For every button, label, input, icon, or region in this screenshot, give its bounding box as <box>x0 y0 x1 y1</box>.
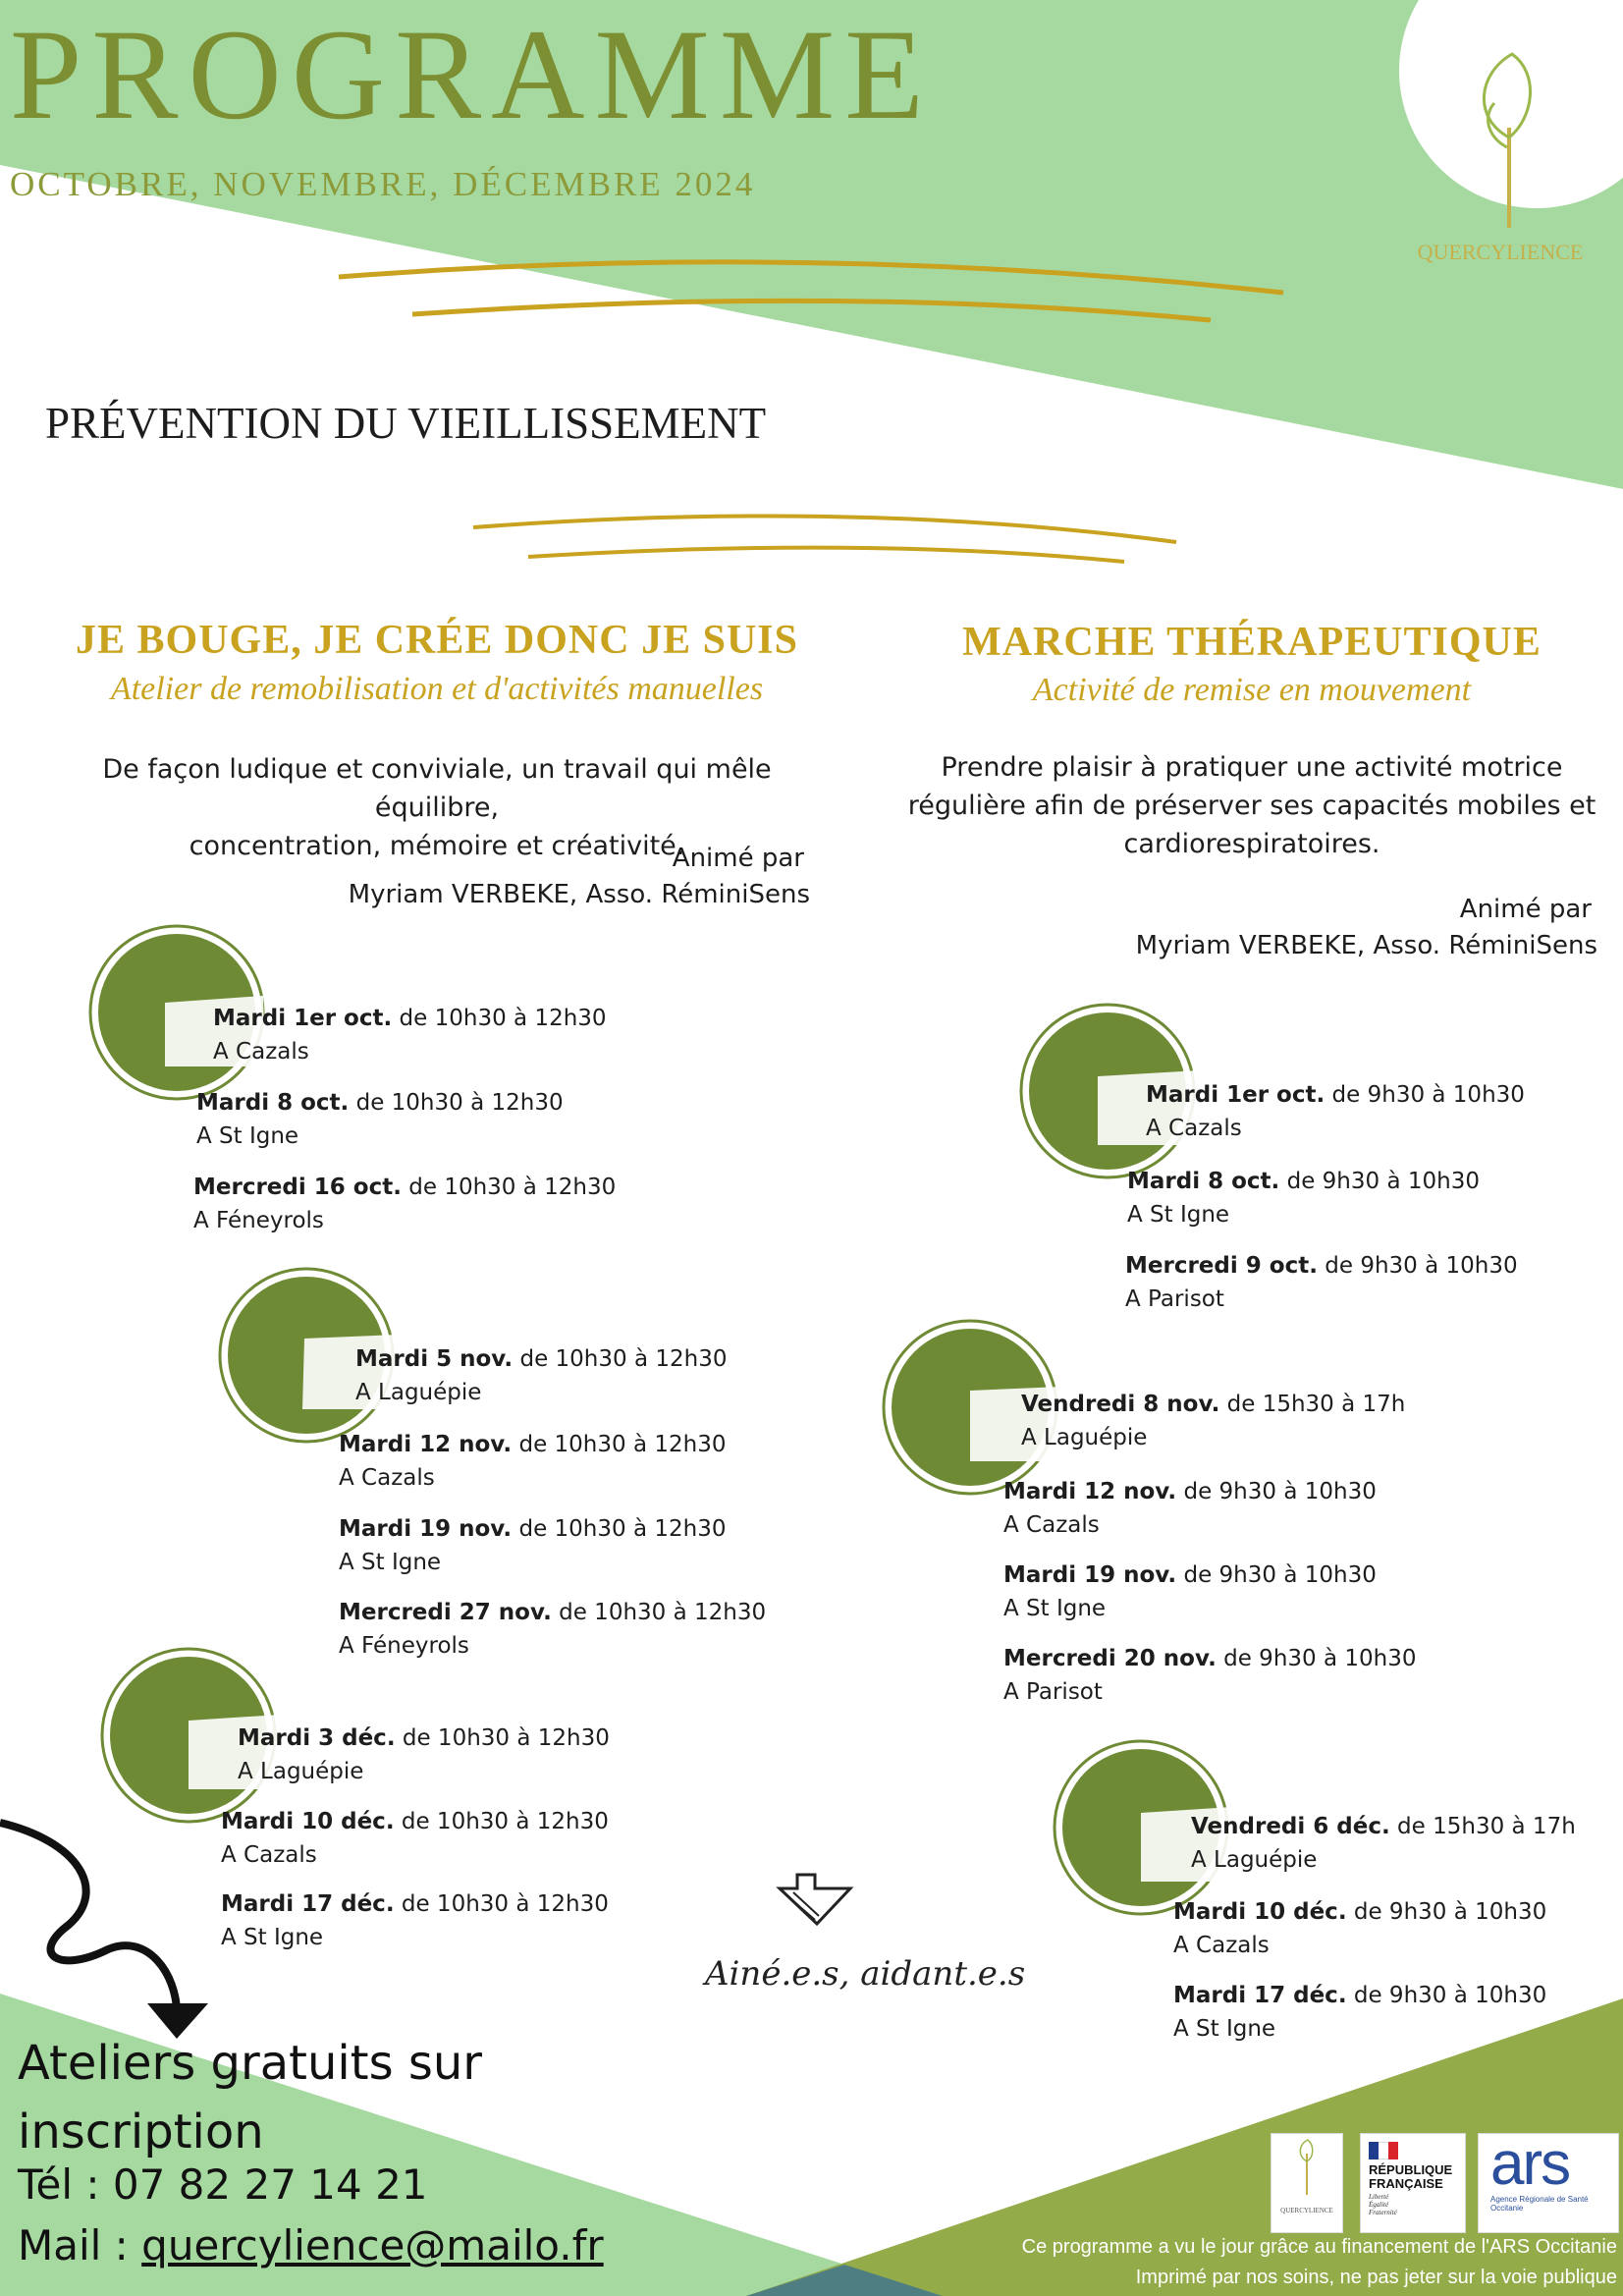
ars-subtitle: Agence Régionale de Santé Occitanie <box>1490 2195 1589 2213</box>
session-item: Mardi 1er oct. de 9h30 à 10h30 A Cazals <box>1146 1082 1525 1141</box>
left-description-line: concentration, mémoire et créativité. <box>189 831 685 861</box>
session-item: Mercredi 20 nov. de 9h30 à 10h30 A Parisot <box>1003 1646 1417 1705</box>
quercylience-logo-text: QUERCYLIENCE <box>1280 2207 1333 2214</box>
ars-logo <box>1478 2130 1619 2233</box>
page-subtitle: OCTOBRE, NOVEMBRE, DÉCEMBRE 2024 <box>10 165 756 203</box>
mail-link[interactable]: quercylience@mailo.fr <box>141 2221 604 2269</box>
gold-stroke-4 <box>528 548 1124 562</box>
session-item: Mardi 12 nov. de 9h30 à 10h30 A Cazals <box>1003 1479 1377 1538</box>
quercylience-logo <box>1271 2133 1343 2233</box>
session-item: Mardi 1er oct. de 10h30 à 12h30 A Cazals <box>213 1006 607 1065</box>
down-arrow-icon <box>776 1871 854 1930</box>
phone-number[interactable]: 07 82 27 14 21 <box>112 2160 428 2209</box>
session-item: Vendredi 8 nov. de 15h30 à 17h A Laguépie <box>1021 1392 1406 1450</box>
plant-logo-icon <box>1271 2134 1342 2203</box>
registration-line: inscription <box>18 2105 264 2159</box>
mail-label: Mail : <box>18 2221 142 2269</box>
ars-wordmark: ars <box>1490 2130 1570 2198</box>
credit-line-2: Imprimé par nos soins, ne pas jeter sur la voie publique <box>1135 2267 1617 2288</box>
session-item: Mardi 17 déc. de 9h30 à 10h30 A St Igne <box>1173 1983 1547 2042</box>
brand-name: QUERCYLIENCE <box>1417 240 1584 264</box>
left-description-line: De façon ludique et conviviale, un travail qui mêle équilibre, <box>102 754 772 823</box>
phone-label: Tél : <box>18 2160 113 2209</box>
rf-line: RÉPUBLIQUE <box>1369 2162 1453 2177</box>
session-item: Mardi 19 nov. de 9h30 à 10h30 A St Igne <box>1003 1562 1377 1621</box>
credit-line-1: Ce programme a vu le jour grâce au financement de l'ARS Occitanie <box>1021 2236 1617 2258</box>
left-activity-title: JE BOUGE, JE CRÉE DONC JE SUIS <box>76 618 798 663</box>
right-activity-subtitle: Activité de remise en mouvement <box>1032 672 1472 708</box>
session-item: Mercredi 9 oct. de 9h30 à 10h30 A Parisot <box>1125 1253 1518 1312</box>
session-item: Mercredi 16 oct. de 10h30 à 12h30 A Féneyrols <box>193 1175 617 1233</box>
right-description <box>859 748 1623 863</box>
audience-label: Ainé.e.s, aidant.e.s <box>705 1954 1026 1994</box>
session-item: Mardi 19 nov. de 10h30 à 12h30 A St Igne <box>339 1516 727 1575</box>
session-item: Mardi 10 déc. de 9h30 à 10h30 A Cazals <box>1173 1899 1547 1958</box>
right-description-line: régulière afin de préserver ses capacités mobiles et <box>907 791 1596 821</box>
session-item: Mardi 8 oct. de 10h30 à 12h30 A St Igne <box>196 1090 564 1149</box>
right-description-line: cardiorespiratoires. <box>1123 829 1380 859</box>
right-description-line: Prendre plaisir à pratiquer une activité motrice <box>941 752 1563 783</box>
session-item: Mardi 8 oct. de 9h30 à 10h30 A St Igne <box>1127 1169 1480 1228</box>
session-item: Mardi 3 déc. de 10h30 à 12h30 A Laguépie <box>238 1725 610 1784</box>
section-title: PRÉVENTION DU VIEILLISSEMENT <box>45 399 767 448</box>
registration-line: Ateliers gratuits sur <box>18 2036 482 2091</box>
session-item: Mardi 17 déc. de 10h30 à 12h30 A St Igne <box>221 1891 609 1950</box>
right-animator <box>1080 892 1597 964</box>
page-title: PROGRAMME <box>10 2 934 146</box>
animator-name: Myriam VERBEKE, Asso. RéminiSens <box>348 880 810 909</box>
left-activity-subtitle: Atelier de remobilisation et d'activités manuelles <box>110 671 764 707</box>
mail-line <box>18 2221 604 2269</box>
rf-line: FRANÇAISE <box>1369 2176 1443 2191</box>
republique-francaise-logo <box>1360 2133 1466 2233</box>
gold-stroke-3 <box>473 516 1176 542</box>
session-item: Mardi 12 nov. de 10h30 à 12h30 A Cazals <box>339 1432 727 1491</box>
animator-label: Animé par <box>1459 895 1592 924</box>
rf-motto: Liberté Égalité Fraternité <box>1369 2193 1397 2216</box>
session-item: Mardi 10 déc. de 10h30 à 12h30 A Cazals <box>221 1809 609 1868</box>
session-item: Mardi 5 nov. de 10h30 à 12h30 A Laguépie <box>355 1346 728 1405</box>
animator-label: Animé par <box>672 844 804 873</box>
session-item: Vendredi 6 déc. de 15h30 à 17h A Laguépie <box>1191 1814 1576 1873</box>
french-flag-icon <box>1369 2142 1398 2159</box>
right-activity-title: MARCHE THÉRAPEUTIQUE <box>962 620 1542 665</box>
registration-note <box>18 2029 482 2166</box>
animator-name: Myriam VERBEKE, Asso. RéminiSens <box>1135 931 1597 960</box>
left-animator <box>295 841 810 913</box>
phone-line <box>18 2160 428 2209</box>
session-item: Mercredi 27 nov. de 10h30 à 12h30 A Féneyrols <box>339 1600 767 1659</box>
